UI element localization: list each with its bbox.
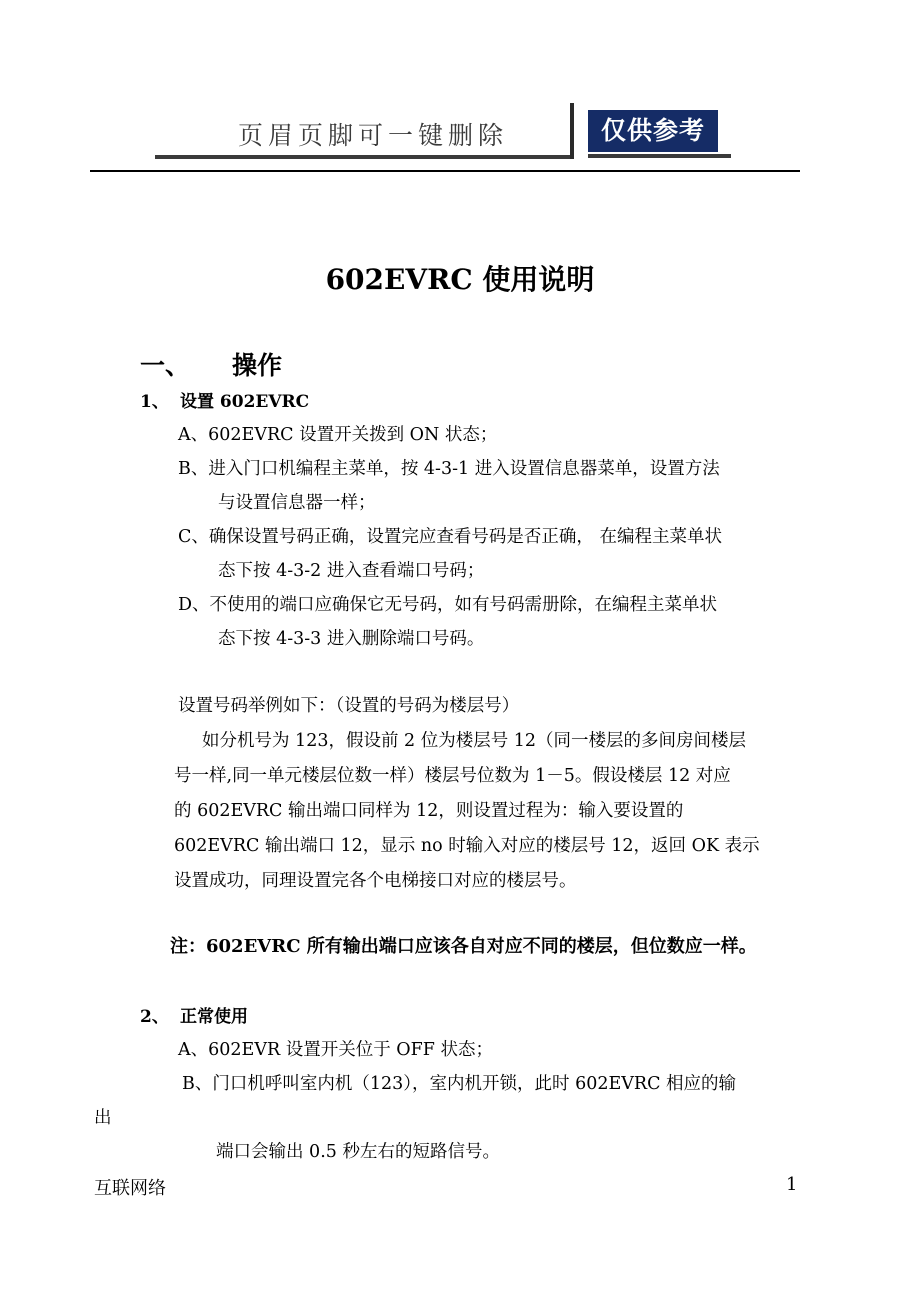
bold-note: 注：602EVRC 所有输出端口应该各自对应不同的楼层，但位数应一样。 (170, 936, 757, 957)
paragraph-line: B、进入门口机编程主菜单，按 4-3-1 进入设置信息器菜单，设置方法 (178, 459, 720, 479)
example-heading: 设置号码举例如下：（设置的号码为楼层号） (178, 696, 520, 716)
paragraph-line: 与设置信息器一样； (218, 493, 376, 513)
subsection-number: 2、 (140, 1007, 169, 1027)
section-heading: 操作 (232, 351, 283, 380)
paragraph-line: 端口会输出 0.5 秒左右的短路信号。 (216, 1142, 500, 1162)
subsection-heading: 设置 602EVRC (180, 392, 310, 412)
subsection-number: 1、 (140, 392, 169, 412)
paragraph-line: B、门口机呼叫室内机（123），室内机开锁，此时 602EVRC 相应的输 (182, 1074, 737, 1094)
example-line: 602EVRC 输出端口 12，显示 no 时输入对应的楼层号 12，返回 OK 表示 (174, 836, 760, 856)
reference-badge: 仅供参考 (588, 110, 718, 152)
paragraph-line: 态下按 4-3-3 进入删除端口号码。 (218, 629, 485, 649)
banner-underline (155, 155, 573, 159)
example-line: 号一样,同一单元楼层位数一样）楼层号位数为 1－5。假设楼层 12 对应 (174, 766, 731, 786)
paragraph-line: A、602EVRC 设置开关拨到 ON 状态； (178, 425, 498, 445)
example-line: 设置成功，同理设置完各个电梯接口对应的楼层号。 (174, 871, 577, 891)
paragraph-line: C、确保设置号码正确，设置完应查看号码是否正确， 在编程主菜单状 (178, 527, 722, 547)
header-banner-text: 页眉页脚可一键删除 (238, 121, 509, 150)
paragraph-line: D、不使用的端口应确保它无号码，如有号码需册除，在编程主菜单状 (178, 595, 718, 615)
paragraph-line: 态下按 4-3-2 进入查看端口号码； (218, 561, 485, 581)
banner-divider (570, 103, 574, 159)
subsection-heading: 正常使用 (180, 1007, 248, 1027)
footer-source: 互联网络 (94, 1178, 166, 1199)
section-number: 一、 (140, 351, 191, 380)
example-line: 如分机号为 123，假设前 2 位为楼层号 12（同一楼层的多间房间楼层 (202, 731, 747, 751)
paragraph-line: 出 (94, 1108, 112, 1128)
paragraph-line: A、602EVR 设置开关位于 OFF 状态； (178, 1040, 493, 1060)
example-line: 的 602EVRC 输出端口同样为 12，则设置过程为：输入要设置的 (174, 801, 684, 821)
header-rule (90, 170, 800, 172)
page-number: 1 (786, 1174, 798, 1195)
badge-underline (588, 154, 731, 158)
document-title: 602EVRC 使用说明 (325, 263, 595, 296)
